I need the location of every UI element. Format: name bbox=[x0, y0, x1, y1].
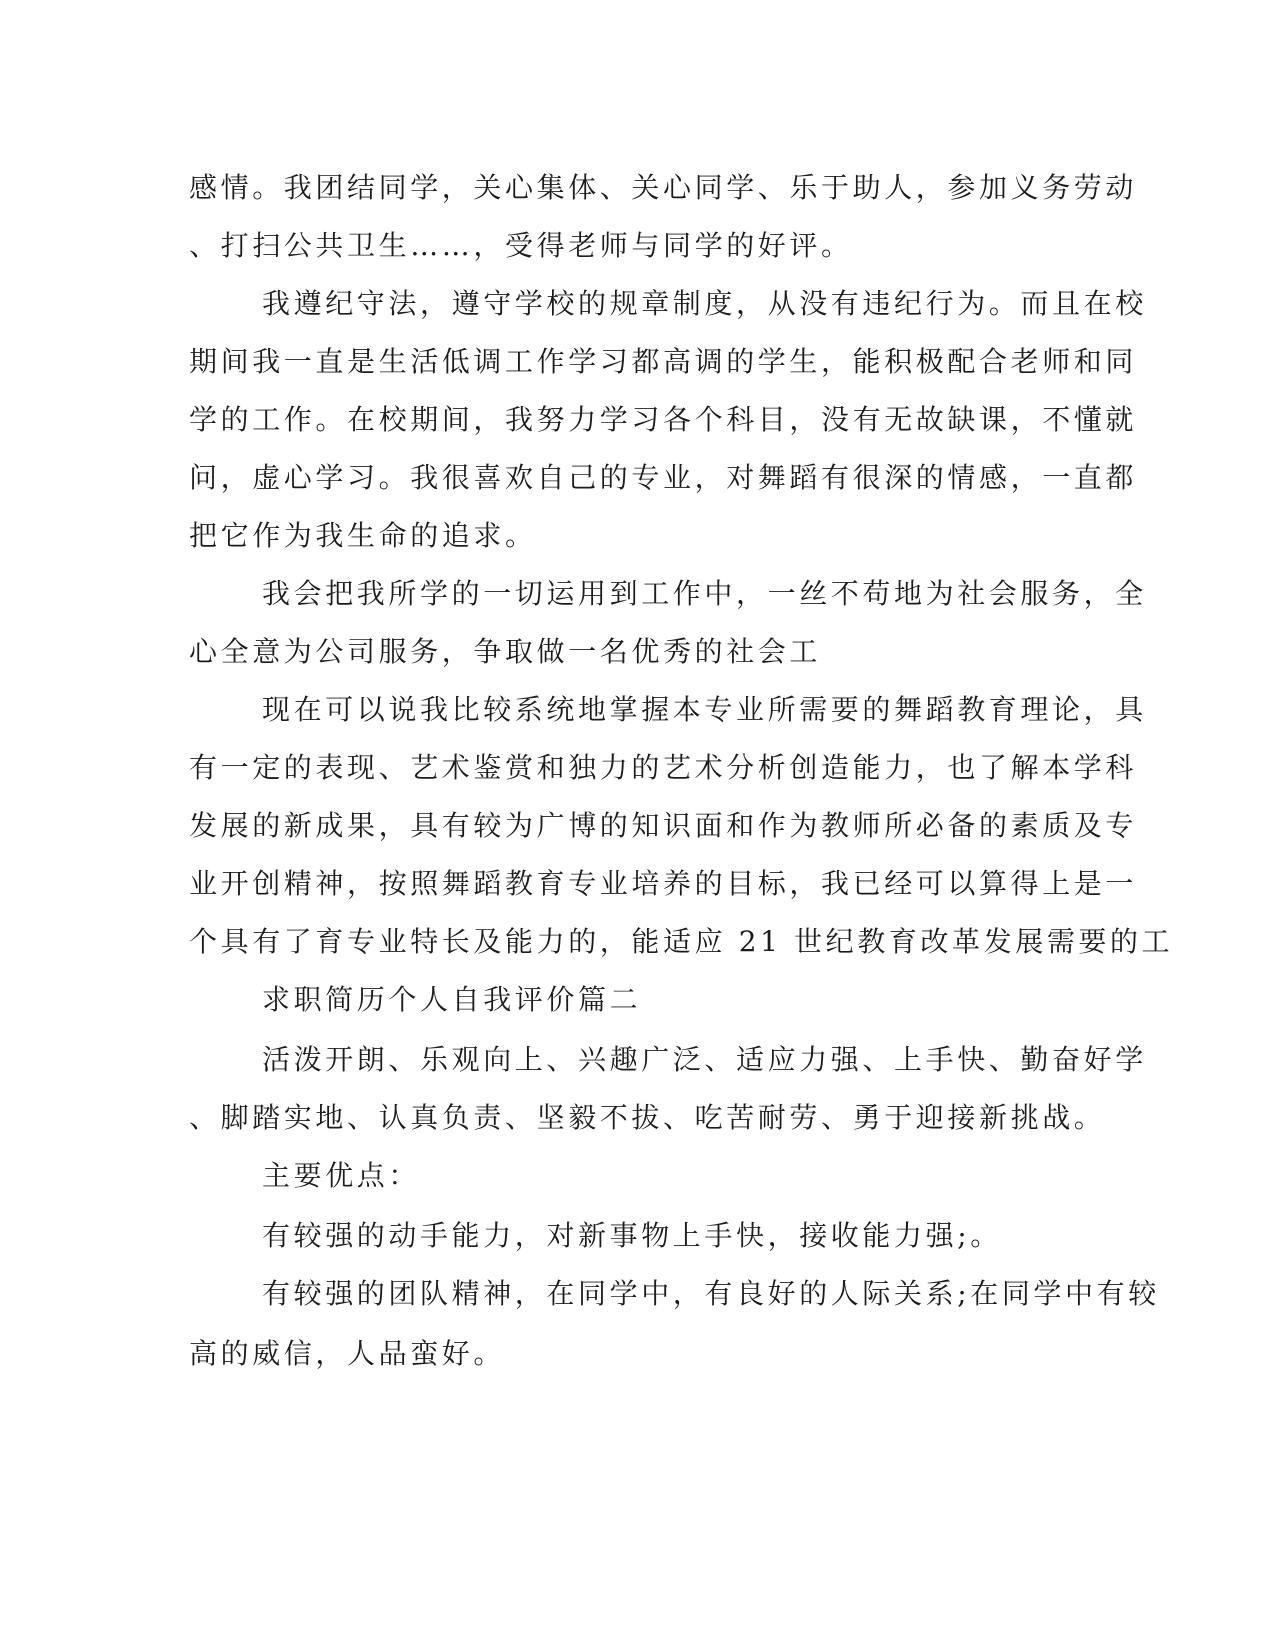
text-line-8: 我会把我所学的一切运用到工作中，一丝不苟地为社会服务，全 bbox=[262, 577, 1147, 610]
text-line-10: 现在可以说我比较系统地掌握本专业所需要的舞蹈教育理论，具 bbox=[262, 693, 1147, 726]
text-line-20: 有较强的团队精神，在同学中，有良好的人际关系;在同学中有较 bbox=[262, 1277, 1160, 1310]
text-line-2: 、打扫公共卫生……，受得老师与同学的好评。 bbox=[189, 229, 853, 262]
text-line-11: 有一定的表现、艺术鉴赏和独力的艺术分析创造能力，也了解本学科 bbox=[189, 751, 1138, 784]
text-line-4: 期间我一直是生活低调工作学习都高调的学生，能积极配合老师和同 bbox=[189, 345, 1138, 378]
text-line-5: 学的工作。在校期间，我努力学习各个科目，没有无故缺课，不懂就 bbox=[189, 403, 1138, 436]
text-line-9: 心全意为公司服务，争取做一名优秀的社会工 bbox=[189, 635, 822, 668]
text-line-12: 发展的新成果，具有较为广博的知识面和作为教师所必备的素质及专 bbox=[189, 809, 1138, 842]
text-line-1: 感情。我团结同学，关心集体、关心同学、乐于助人，参加义务劳动 bbox=[189, 171, 1138, 204]
text-line-7: 把它作为我生命的追求。 bbox=[189, 519, 537, 552]
section-heading: 求职简历个人自我评价篇二 bbox=[262, 983, 642, 1016]
text-line-21: 高的威信，人品蛮好。 bbox=[189, 1337, 506, 1370]
text-line-13: 业开创精神，按照舞蹈教育专业培养的目标，我已经可以算得上是一 bbox=[189, 867, 1138, 900]
text-line-16: 活泼开朗、乐观向上、兴趣广泛、适应力强、上手快、勤奋好学 bbox=[262, 1043, 1147, 1076]
text-line-14: 个具有了育专业特长及能力的，能适应 21 世纪教育改革发展需要的工 bbox=[189, 925, 1174, 958]
text-line-17: 、脚踏实地、认真负责、坚毅不拔、吃苦耐劳、勇于迎接新挑战。 bbox=[189, 1101, 1106, 1134]
text-line-3: 我遵纪守法，遵守学校的规章制度，从没有违纪行为。而且在校 bbox=[262, 287, 1147, 320]
text-line-19: 有较强的动手能力，对新事物上手快，接收能力强;。 bbox=[262, 1219, 1002, 1252]
text-line-6: 问，虚心学习。我很喜欢自己的专业，对舞蹈有很深的情感，一直都 bbox=[189, 461, 1138, 494]
text-line-18: 主要优点： bbox=[262, 1159, 421, 1192]
